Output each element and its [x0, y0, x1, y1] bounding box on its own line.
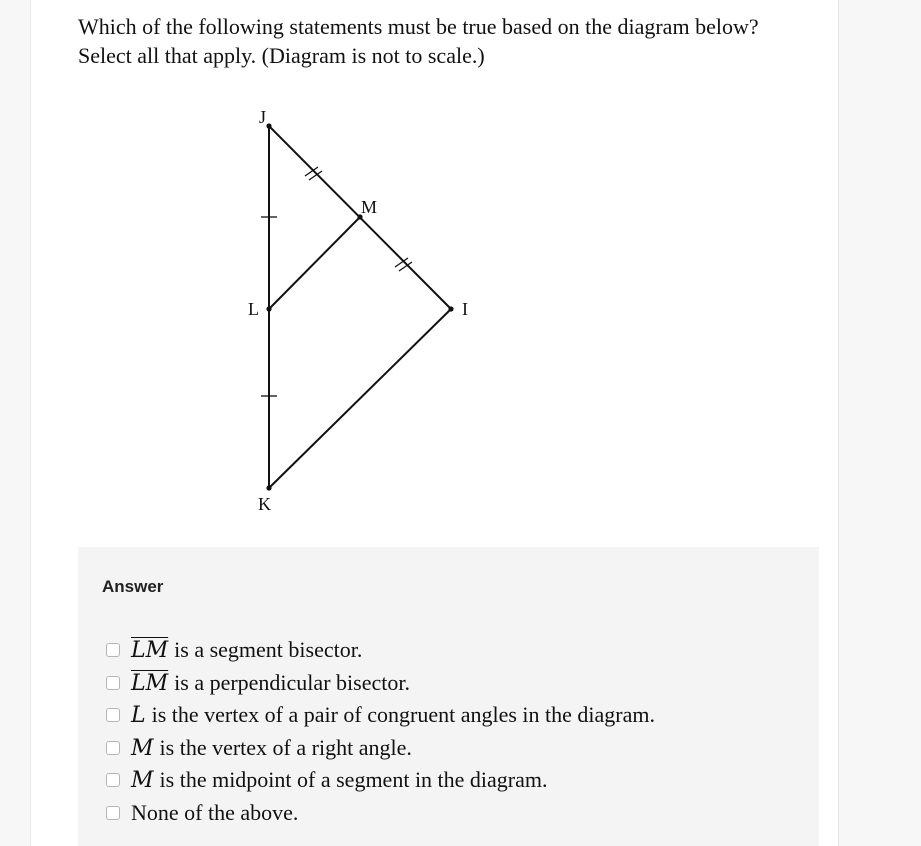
option-5[interactable]	[106, 764, 655, 797]
checkbox[interactable]	[106, 773, 120, 787]
option-2[interactable]	[106, 667, 655, 700]
checkbox[interactable]	[106, 806, 120, 820]
option-label: is the vertex of a pair of congruent angles in the diagram.	[151, 702, 655, 728]
label-j: J	[259, 107, 267, 127]
question-card	[31, 0, 837, 846]
option-math: $\overline{LM}$	[131, 670, 169, 696]
checkbox[interactable]	[106, 708, 120, 722]
option-math: $\overline{LM}$	[131, 638, 169, 664]
option-math: M	[131, 735, 154, 761]
label-l: L	[248, 299, 259, 319]
segment-ki	[269, 309, 451, 488]
option-label: is the midpoint of a segment in the diagram.	[159, 767, 548, 793]
question-text	[78, 12, 828, 70]
answer-box	[78, 547, 819, 846]
option-math: M	[131, 768, 154, 794]
checkbox[interactable]	[106, 676, 120, 690]
option-3[interactable]	[106, 699, 655, 732]
option-4[interactable]	[106, 732, 655, 765]
question-line-2: Select all that apply. (Diagram is not to scale.)	[78, 43, 485, 68]
option-label: None of the above.	[131, 799, 299, 825]
option-label: is a perpendicular bisector.	[174, 669, 410, 695]
option-label: is a segment bisector.	[174, 637, 363, 663]
option-6[interactable]	[106, 797, 655, 830]
point-l	[266, 306, 271, 311]
point-j	[266, 123, 271, 128]
answer-heading: Answer	[102, 577, 164, 596]
label-i: I	[462, 299, 468, 319]
answer-options	[106, 634, 655, 829]
geometry-diagram	[231, 95, 551, 525]
checkbox[interactable]	[106, 741, 120, 755]
checkbox[interactable]	[106, 643, 120, 657]
option-math: L	[131, 703, 146, 729]
option-label: is the vertex of a right angle.	[159, 734, 412, 760]
question-line-1: Which of the following statements must be true based on the diagram below?	[78, 14, 759, 39]
point-i	[448, 306, 453, 311]
option-1[interactable]	[106, 634, 655, 667]
label-k: K	[258, 494, 271, 514]
label-m: M	[361, 197, 378, 217]
point-k	[266, 485, 271, 490]
segment-lm	[269, 217, 360, 309]
right-gutter	[838, 0, 921, 846]
left-gutter	[0, 0, 31, 846]
